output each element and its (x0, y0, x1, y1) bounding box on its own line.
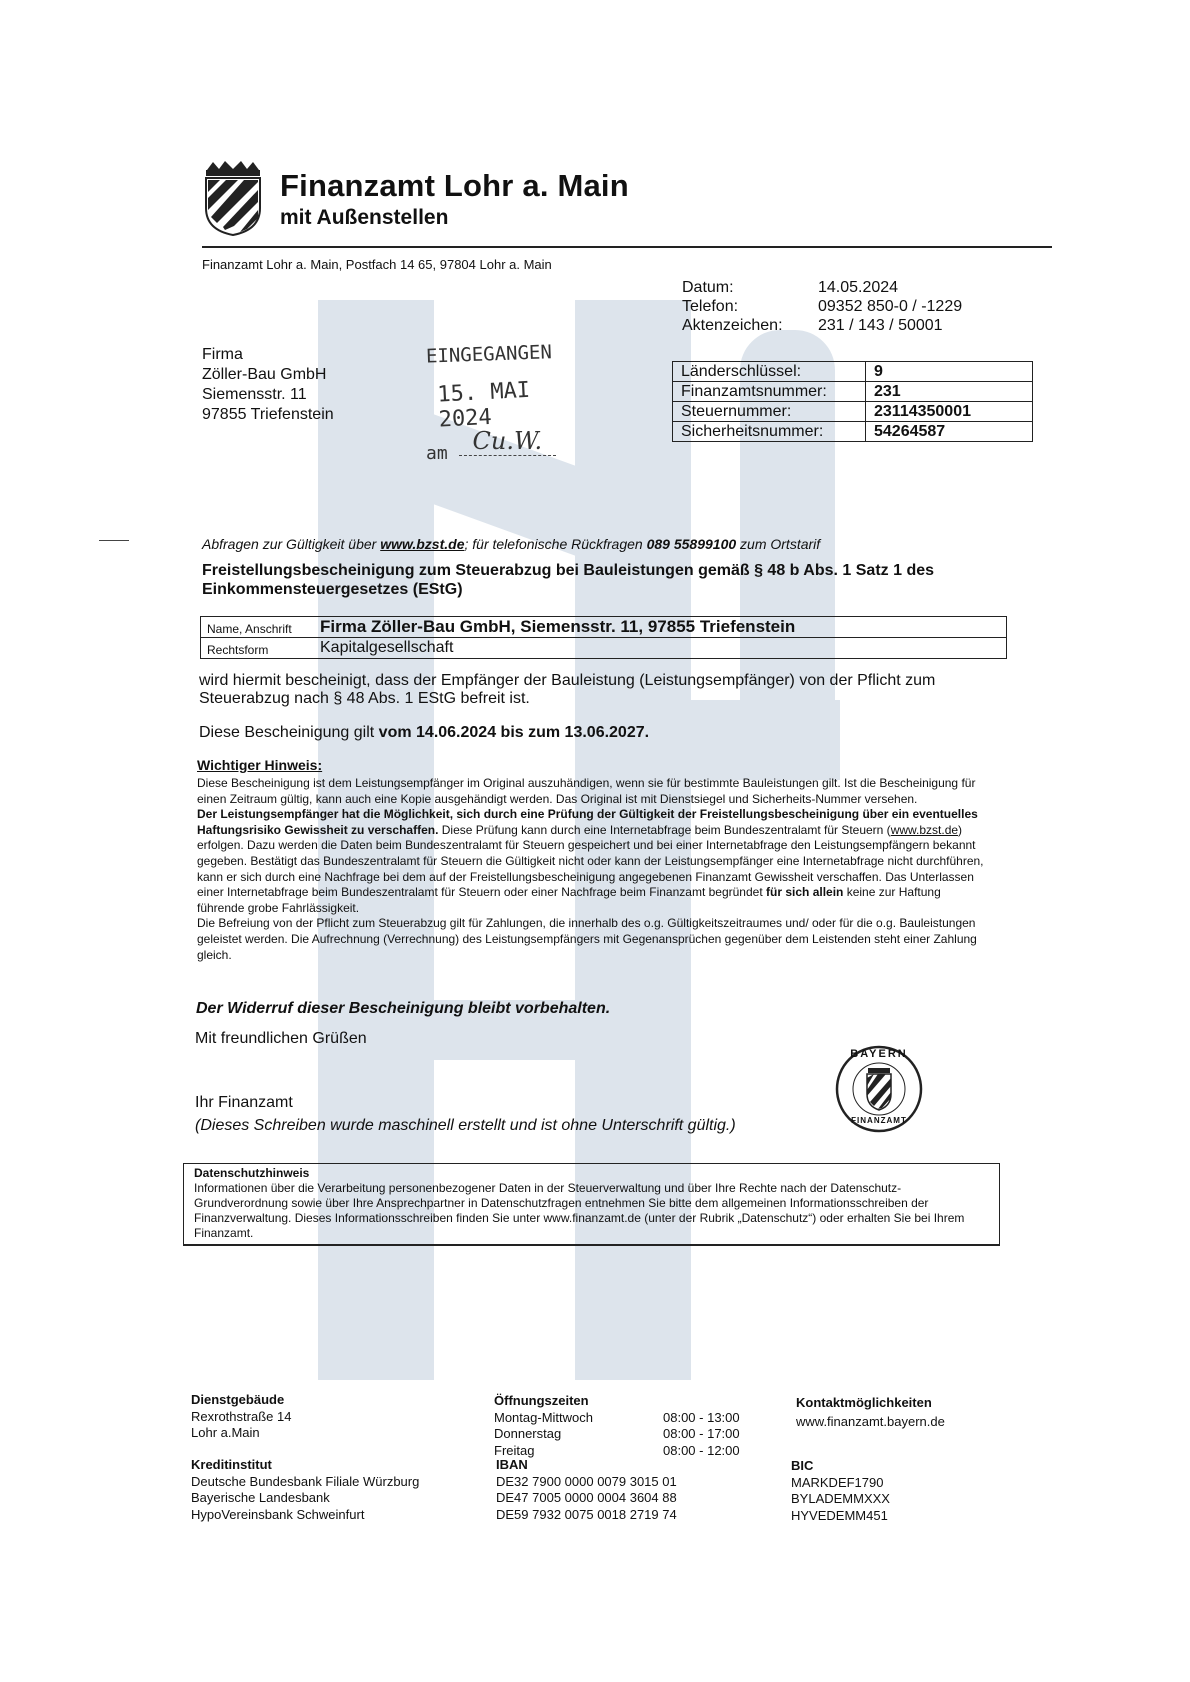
footer-building-title: Dienstgebäude (191, 1392, 285, 1407)
stamp-date: 15. MAI 2024 (436, 377, 531, 433)
document-title: Freistellungsbescheinigung zum Steuerabzug bei Bauleistungen gemäß § 48 b Abs. 1 Satz 1 des Einkommensteuergesetzes (EStG) (202, 562, 935, 598)
footer-bank-line: Bayerische Landesbank (191, 1490, 330, 1505)
tax-id-label: Sicherheitsnummer: (673, 422, 866, 442)
recipient-line: 97855 Triefenstein (202, 406, 334, 423)
sender-line: Finanzamt Lohr a. Main, Postfach 14 65, 97804 Lohr a. Main (202, 257, 552, 272)
meta-label: Datum: (682, 279, 734, 296)
tax-id-row (673, 382, 1033, 402)
seal-text-bottom: FINANZAMT (851, 1116, 907, 1125)
bzst-link[interactable]: www.bzst.de (380, 536, 465, 552)
hours-day: Montag-Mittwoch (494, 1409, 593, 1425)
validity-query-line (202, 536, 820, 552)
body-line-2: Steuerabzug nach § 48 Abs. 1 EStG befreit ist. (199, 690, 530, 707)
meta-row (682, 278, 962, 297)
tax-id-label: Steuernummer: (673, 402, 866, 422)
company-name-label: Name, Anschrift (207, 622, 292, 636)
meta-block (682, 278, 962, 335)
meta-value: 09352 850-0 / -1229 (818, 298, 963, 315)
company-name-row (201, 617, 1006, 638)
validity-line (199, 724, 649, 742)
footer-hours (494, 1393, 754, 1459)
footer-hours-row (494, 1426, 754, 1443)
hours-time: 08:00 - 12:00 (663, 1442, 740, 1458)
tax-id-row (673, 402, 1033, 422)
recipient-address (202, 345, 334, 425)
meta-row (682, 316, 962, 335)
hours-time: 08:00 - 17:00 (663, 1426, 740, 1441)
notice-bold-sentence: Der Leistungsempfänger hat die Möglichkeit, sich durch eine Prüfung der Gültigkeit der Freistellungsbescheinigung über ein eventuelles Haftungsrisiko Gewissheit zu verschaffen. (197, 807, 978, 837)
footer-iban-line: DE47 7005 0000 0004 3604 88 (496, 1490, 677, 1505)
bavarian-coat-of-arms-logo (203, 160, 263, 236)
machine-generated-note: (Dieses Schreiben wurde maschinell erstellt und ist ohne Unterschrift gültig.) (195, 1117, 736, 1134)
footer-bics (791, 1458, 890, 1524)
scan-margin-mark (99, 540, 129, 541)
legal-form-row (201, 638, 1006, 658)
header-rule (202, 246, 1052, 248)
footer-bic-line: MARKDEF1790 (791, 1474, 884, 1490)
legal-form-label: Rechtsform (207, 643, 269, 657)
notice-bold-phrase: für sich allein (766, 885, 844, 900)
stamp-am: am (426, 443, 448, 464)
recipient-line: Firma (202, 346, 243, 363)
notice-heading: Wichtiger Hinweis: (197, 757, 323, 773)
footer-bank-title: Kreditinstitut (191, 1457, 272, 1472)
company-box (200, 616, 1007, 659)
recipient-line: Siemensstr. 11 (202, 386, 307, 403)
notice-paragraph-2 (197, 807, 991, 916)
meta-value: 231 / 143 / 50001 (818, 317, 943, 334)
notice-text-b: ) erfolgen. Dazu werden die Daten beim Bundeszentralamt für Steuern gespeichert und bei einer Internetabfrage den Leistungsempfängern bekannt gegeben. Bestätigt das Bundeszentralamt für Steuern die Gültigkeit nicht oder kann der Leistungsempfänger eine Internetabfrage nicht durchführen, kann er sich durch eine Nachfrage bei dem auf der Freistellungsbescheinigung angegebenen Finanzamt Gewissheit verschaffen. Das Unterlassen einer Internetabfrage beim Bundeszentralamt für Steuern oder einer Nachfrage beim Finanzamt begründet (197, 822, 984, 900)
notice-block (197, 776, 991, 963)
stamp-initials: Cu.W. (459, 427, 557, 456)
query-prefix: Abfragen zur Gültigkeit über (202, 536, 377, 552)
recipient-line: Zöller-Bau GmbH (202, 366, 327, 383)
privacy-title: Datenschutzhinweis (194, 1166, 310, 1180)
privacy-text: Informationen über die Verarbeitung personenbezogener Daten in der Steuerverwaltung und über Ihre Rechte nach der Datenschutz-Grundverordnung sowie über Ihre Ansprechpartner in Datenschutzfragen entnehmen Sie bitte dem allgemeinen Informationsschreiben der Finanzverwaltung. Dieses Informationsschreiben finden Sie unter www.finanzamt.de (unter der Rubrik „Datenschutz“) oder erhalten Sie bei Ihrem Finanzamt. (194, 1181, 965, 1240)
company-name-value: Firma Zöller-Bau GmbH, Siemensstr. 11, 97855 Triefenstein (320, 617, 796, 636)
legal-form-value: Kapitalgesellschaft (320, 639, 454, 656)
received-stamp (426, 343, 576, 465)
footer-contact-title: Kontaktmöglichkeiten (796, 1395, 932, 1410)
tax-id-table (672, 361, 1033, 442)
validity-prefix: Diese Bescheinigung gilt (199, 724, 375, 741)
query-middle: ; für telefonische Rückfragen (464, 536, 643, 552)
query-suffix: zum Ortstarif (740, 536, 821, 552)
hours-day: Freitag (494, 1442, 535, 1458)
office-title: Finanzamt Lohr a. Main (280, 168, 629, 203)
tax-id-label: Finanzamtsnummer: (673, 382, 866, 402)
footer-bic-line: BYLADEMMXXX (791, 1491, 890, 1506)
validity-period: vom 14.06.2024 bis zum 13.06.2027. (378, 724, 650, 741)
official-seal (834, 1044, 924, 1134)
office-subtitle: mit Außenstellen (280, 206, 449, 229)
seal-text-top: BAYERN (850, 1048, 908, 1060)
stamp-initials-line (426, 427, 576, 465)
tax-id-row (673, 422, 1033, 442)
footer-building-line: Lohr a.Main (191, 1425, 260, 1440)
notice-bzst-link[interactable]: www.bzst.de (890, 822, 959, 837)
tax-id-label: Länderschlüssel: (673, 362, 866, 382)
tax-id-value: 9 (866, 362, 1033, 382)
footer-building-line: Rexrothstraße 14 (191, 1408, 292, 1424)
footer-iban-line: DE32 7900 0000 0079 3015 01 (496, 1473, 677, 1489)
meta-value: 14.05.2024 (818, 279, 899, 296)
meta-label: Aktenzeichen: (682, 317, 783, 334)
hours-day: Donnerstag (494, 1426, 562, 1441)
meta-label: Telefon: (682, 298, 739, 315)
footer-contact (796, 1395, 945, 1430)
notice-text-a: Diese Prüfung kann durch eine Internetabfrage beim Bundeszentralamt für Steuern ( (441, 822, 891, 837)
footer-iban-title: IBAN (496, 1457, 528, 1472)
signature-office: Ihr Finanzamt (195, 1094, 293, 1111)
footer-building (191, 1392, 291, 1442)
footer-contact-link[interactable]: www.finanzamt.bayern.de (796, 1413, 945, 1429)
notice-paragraph-3: Die Befreiung von der Pflicht zum Steuerabzug gilt für Zahlungen, die innerhalb des o.g. Gültigkeitszeitraumes und/ oder für die o.g. Bauleistungen geleistet werden. Die Aufrechnung (Verrechnung) des Leistungsempfängers mit Gegenansprüchen gegenüber dem Leistenden steht einer Zahlung gleich. (197, 916, 977, 962)
meta-row (682, 297, 962, 316)
stamp-received-label: EINGEGANGEN (425, 341, 553, 368)
tax-id-value: 54264587 (866, 422, 1033, 442)
notice-paragraph-1: Diese Bescheinigung ist dem Leistungsempfänger im Original auszuhändigen, wenn sie für bestimmte Bauleistungen gilt. Ist die Bescheinigung für einen Zeitraum gültig, kann auch eine Kopie ausgehändigt werden. Das Original ist mit Dienstsiegel und Sicherheits-Nummer versehen. (197, 776, 976, 806)
footer-banks (191, 1457, 419, 1523)
tax-id-value: 23114350001 (866, 402, 1033, 422)
footer-bank-line: HypoVereinsbank Schweinfurt (191, 1506, 365, 1522)
footer-hours-title: Öffnungszeiten (494, 1393, 589, 1408)
body-line-1: wird hiermit bescheinigt, dass der Empfänger der Bauleistung (Leistungsempfänger) von der Pflicht zum (199, 672, 936, 689)
footer-bank-line: Deutsche Bundesbank Filiale Würzburg (191, 1473, 420, 1489)
footer-bic-title: BIC (791, 1458, 814, 1473)
tax-id-value: 231 (866, 382, 1033, 402)
footer-bic-line: HYVEDEMM451 (791, 1507, 888, 1523)
hours-time: 08:00 - 13:00 (663, 1409, 740, 1425)
greeting: Mit freundlichen Grüßen (195, 1030, 367, 1047)
footer-hours-row (494, 1410, 754, 1427)
notice-text-c: keine zur Haftung führende grobe Fahrlässigkeit. (197, 885, 941, 915)
footer-iban-line: DE59 7932 0075 0018 2719 74 (496, 1506, 677, 1522)
privacy-notice-box (183, 1163, 1000, 1246)
footer-ibans (496, 1457, 677, 1523)
revocation-note: Der Widerruf dieser Bescheinigung bleibt vorbehalten. (196, 1000, 611, 1017)
query-phone: 089 55899100 (646, 536, 737, 552)
tax-id-row (673, 362, 1033, 382)
